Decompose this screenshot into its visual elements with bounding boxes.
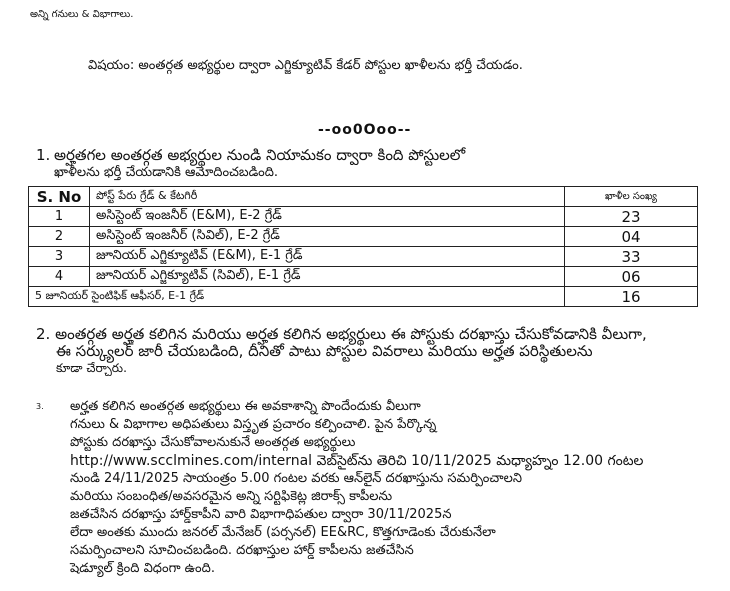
- table-row: [29, 267, 698, 287]
- para1-line1: అర్హతగల అంతర్గత అభ్యర్థుల నుండి నియామకం ద్వారా కింది పోస్టులలో: [54, 146, 466, 164]
- header-sno: S. No: [29, 187, 90, 207]
- row-post: అసిస్టెంట్ ఇంజనీర్ (E&M), E-2 గ్రేడ్: [90, 207, 565, 227]
- row-sno: 2: [29, 227, 90, 247]
- table-row: [29, 247, 698, 267]
- recipients-line: అన్ని గనులు & విభాగాలు.: [30, 9, 134, 20]
- row-vacancies: 23: [565, 207, 698, 227]
- row-post: జూనియర్ ఎగ్జిక్యూటివ్ (సివిల్), E-1 గ్రేడ్: [90, 267, 565, 287]
- para3-line: పోస్టుకు దరఖాస్తు చేసుకోవాలనుకునే అంతర్గత అభ్యర్థులు: [70, 435, 356, 450]
- section-divider: --oo0Ooo--: [318, 122, 412, 138]
- para3-line: సమర్పించాలని సూచించబడింది. దరఖాస్తుల హార్డ్ కాపీలను జతచేసిన: [70, 543, 414, 558]
- para3-number: 3.: [36, 402, 44, 411]
- row-vacancies: 33: [565, 247, 698, 267]
- row-sno: 1: [29, 207, 90, 227]
- row-vacancies: 04: [565, 227, 698, 247]
- row-vacancies: 16: [565, 287, 698, 307]
- para3-line: లేదా అంతకు ముందు జనరల్ మేనేజర్ (పర్సనల్) EE&RC, కొత్తగూడెంకు చేరుకునేలా: [70, 525, 496, 540]
- para1-line2: ఖాళీలను భర్తీ చేయడానికి ఆమోదించబడింది.: [54, 165, 279, 180]
- para3-line: నుండి 24/11/2025 సాయంత్రం 5.00 గంటల వరకు ఆన్‌లైన్ దరఖాస్తును సమర్పించాలని: [70, 471, 522, 486]
- para3-line: అర్హత కలిగిన అంతర్గత అభ్యర్థులు ఈ అవకాశాన్ని పొందేందుకు వీలుగా: [70, 399, 421, 414]
- row-sno: 3: [29, 247, 90, 267]
- row-sno: 4: [29, 267, 90, 287]
- para2: [36, 326, 647, 377]
- para3-line: జతచేసిన దరఖాస్తు హార్డ్‌కాపీని వారి విభాగాధిపతుల ద్వారా 30/11/2025న: [70, 507, 452, 522]
- table-row: [29, 287, 698, 307]
- para3: [70, 398, 643, 578]
- para2-line1: అంతర్గత అర్హత కలిగిన మరియు అర్హత కలిగిన అభ్యర్థులు ఈ పోస్టుకు దరఖాస్తు చేసుకోవడానికి వీలుగా,: [55, 325, 647, 343]
- header-vacancies: ఖాళీల సంఖ్య: [565, 187, 698, 207]
- para3-url-line: http://www.scclmines.com/internal వెబ్‌సైట్‌ను తెరిచి 10/11/2025 మధ్యాహ్నం 12.00 గంటల: [70, 453, 644, 469]
- row-post: అసిస్టెంట్ ఇంజనీర్ (సివిల్), E-2 గ్రేడ్: [90, 227, 565, 247]
- header-post: పోస్ట్ పేరు గ్రేడ్ & కేటగిరీ: [90, 187, 565, 207]
- table-row: [29, 227, 698, 247]
- table-row: [29, 207, 698, 227]
- para1-number: 1.: [36, 146, 51, 164]
- para2-number: 2.: [36, 325, 51, 343]
- para3-line: గనులు & విభాగాల అధిపతులు విస్తృత ప్రచారం కల్పించాలి. పైన పేర్కొన్న: [70, 417, 437, 432]
- vacancy-table: [28, 186, 698, 307]
- para3-line: మరియు సంబంధిత/అవసరమైన అన్ని సర్టిఫికెట్ల జిరాక్స్ కాపీలను: [70, 489, 393, 504]
- para3-line: షెడ్యూల్ క్రింది విధంగా ఉంది.: [70, 561, 215, 576]
- table-header-row: [29, 187, 698, 207]
- para2-line3: కూడా చేర్చారు.: [56, 361, 127, 375]
- row-vacancies: 06: [565, 267, 698, 287]
- para2-line2: ఈ సర్క్యులర్ జారీ చేయబడింది, దీనితో పాటు పోస్టుల వివరాలు మరియు అర్హత పరిస్థితులను: [56, 342, 593, 360]
- row-post-merged: 5 జూనియర్ సైంటిఫిక్ ఆఫీసర్, E-1 గ్రేడ్: [29, 287, 565, 307]
- subject-line: విషయం: అంతర్గత అభ్యర్థుల ద్వారా ఎగ్జిక్యూటివ్ కేడర్ పోస్టుల ఖాళీలను భర్తీ చేయడం.: [88, 58, 523, 73]
- row-post: జూనియర్ ఎగ్జిక్యూటివ్ (E&M), E-1 గ్రేడ్: [90, 247, 565, 267]
